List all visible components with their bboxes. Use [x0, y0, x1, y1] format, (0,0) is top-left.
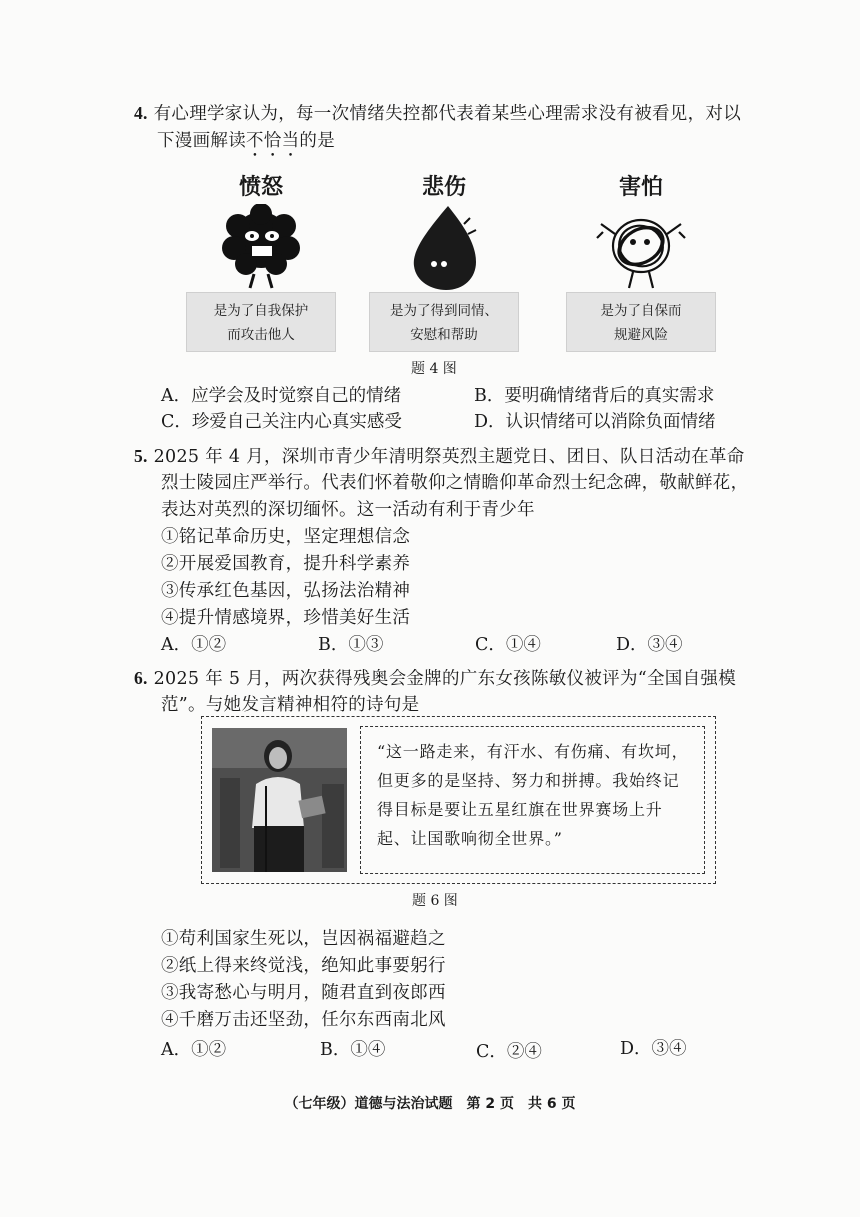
q6-quote-box: “这一路走来，有汗水、有伤痛、有坎坷，但更多的是坚持、努力和拼搏。我始终记得目标是要让五星红旗在世界赛场上升起、让国歌响彻全世界。” [360, 726, 705, 874]
q5-item-3: ③传承红色基因，弘扬法治精神 [161, 581, 411, 601]
q5-option-b[interactable]: B．①③ [318, 635, 384, 655]
q5-stem-text: 2025 年 4 月，深圳市青少年清明祭英烈主题党日、团日、队日活动在革命 [153, 447, 745, 467]
q4-figure-label: 题 4 图 [411, 361, 457, 377]
speaker-photo-icon [212, 728, 347, 872]
q4-stem-line1 [134, 100, 741, 127]
comic-sadness [369, 170, 519, 360]
caption-line: 是为了自保而 [600, 303, 682, 319]
q5-stem-line1 [134, 443, 745, 470]
q4-option-b[interactable]: B．要明确情绪背后的真实需求 [474, 386, 715, 406]
q5-option-a[interactable]: A．①② [161, 635, 227, 655]
q6-item-4: ④千磨万击还坚劲，任尔东西南北风 [161, 1010, 446, 1030]
q6-option-d[interactable]: D．③④ [620, 1039, 687, 1059]
q5-item-4: ④提升情感境界，珍惜美好生活 [161, 608, 411, 628]
q5-option-d[interactable]: D．③④ [616, 635, 683, 655]
caption-line: 而攻击他人 [227, 327, 295, 343]
q6-item-3: ③我寄愁心与明月，随君直到夜郎西 [161, 983, 446, 1003]
q5-number: 5. [134, 446, 148, 466]
q6-figure-label: 题 6 图 [412, 893, 458, 909]
comic-fear-title: 害怕 [618, 175, 663, 200]
q6-stem-text: 2025 年 5 月，两次获得残奥会金牌的广东女孩陈敏仪被评为“全国自强模 [153, 669, 737, 689]
q6-option-a[interactable]: A．①② [161, 1040, 227, 1060]
q4-emphasis: 不恰当 [246, 131, 300, 151]
page-footer: （七年级）道德与法治试题 第 2 页 共 6 页 [284, 1096, 576, 1112]
teardrop-icon [404, 204, 484, 292]
q4-option-d[interactable]: D．认识情绪可以消除负面情绪 [474, 412, 716, 432]
q6-item-2: ②纸上得来终觉浅，绝知此事要躬行 [161, 956, 446, 976]
q4-option-c[interactable]: C．珍爱自己关注内心真实感受 [161, 412, 402, 432]
caption-line: 是为了得到同情、 [390, 303, 498, 319]
comic-sadness-title: 悲伤 [421, 175, 466, 200]
q6-stem-line2: 范”。与她发言精神相符的诗句是 [161, 695, 420, 715]
q6-number: 6. [134, 668, 148, 688]
q4-stem-text: 有心理学家认为，每一次情绪失控都代表着某些心理需求没有被看见，对以 [153, 104, 742, 124]
caption-line: 规避风险 [614, 327, 668, 343]
q6-option-b[interactable]: B．①④ [320, 1040, 386, 1060]
q6-option-c[interactable]: C．②④ [476, 1042, 542, 1062]
caption-line: 是为了自我保护 [213, 303, 309, 319]
q6-speaker-photo [212, 728, 347, 872]
q5-item-2: ②开展爱国教育，提升科学素养 [161, 554, 411, 574]
q4-stem-pre: 下漫画解读 [157, 131, 246, 151]
q4-stem-line2 [157, 128, 335, 161]
q5-stem-line2: 烈士陵园庄严举行。代表们怀着敬仰之情瞻仰革命烈士纪念碑，敬献鲜花， [161, 473, 749, 493]
comic-anger-caption [186, 292, 336, 352]
q5-option-c[interactable]: C．①④ [475, 635, 541, 655]
q6-stem-line1 [134, 665, 736, 692]
comic-anger-title: 愤怒 [238, 175, 283, 200]
q5-item-1: ①铭记革命历史，坚定理想信念 [161, 527, 411, 547]
comic-fear [566, 170, 716, 360]
q5-stem-line3: 表达对英烈的深切缅怀。这一活动有利于青少年 [161, 500, 535, 520]
comic-sadness-caption [369, 292, 519, 352]
q4-option-a[interactable]: A．应学会及时觉察自己的情绪 [161, 386, 402, 406]
comic-anger [186, 170, 336, 360]
scared-scribble-icon [593, 204, 689, 290]
angry-scribble-icon [216, 204, 306, 290]
caption-line: 安慰和帮助 [410, 327, 478, 343]
q4-stem-post: 的是 [299, 131, 336, 151]
comic-fear-caption [566, 292, 716, 352]
q4-number: 4. [134, 103, 148, 123]
q6-item-1: ①苟利国家生死以，岂因祸福避趋之 [161, 929, 446, 949]
